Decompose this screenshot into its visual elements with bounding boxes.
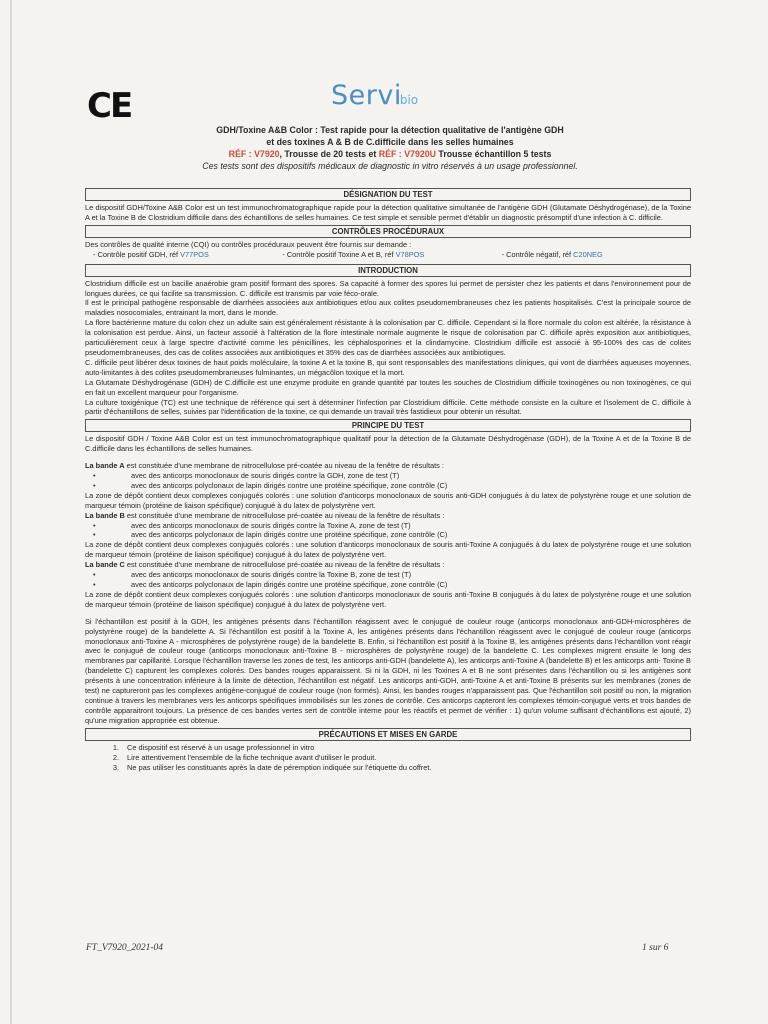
designation-text: Le dispositif GDH/Toxine A&B Color est un test immunochromatographique rapide pour la détection qualitative simultanée de l'antigène GDH (Glutamate Déshydrogénase), de la Toxine A et la Toxine B de Clostridium difficile dans des échantillons de selles humaines. Ce test simple et sensible permet d'établir un diagnostic présomptif d'une infection à C. difficile. xyxy=(85,203,691,222)
band-a-heading: La bande A est constituée d'une membrane de nitrocellulose pré-coatée au niveau de la fenêtre de résultats : xyxy=(85,461,444,471)
band-b-list xyxy=(85,521,691,541)
list-item: 2. Lire attentivement l'ensemble de la fiche technique avant d'utiliser le produit. xyxy=(112,752,377,762)
intro-paragraph: La flore bactérienne mature du colon chez un adulte sain est généralement résistante à la colonisation par C. difficile. Cependant si la flore normale du colon est altérée, la résistance à la colonisation est perdue. Ainsi, un facteur associé à l'altération de la flore intestinale normale augmente le risque de colonisation par C. difficile après exposition aux antibiotiques, particulièrement ceux à large spectre d'activité comme les pénicillines, les céphalosporines et la clindamycine. Clostridium difficile est associé à 95-100% des cas de colites pseudomembraneuses, des cas de colites associées aux antibiotiques et 35% des cas de diarrhées associées aux antibiotiques. xyxy=(85,318,691,357)
band-b-heading: La bande B est constituée d'une membrane de nitrocellulose pré-coatée au niveau de la fenêtre de résultats : xyxy=(85,510,445,520)
list-item: 1. Ce dispositif est réservé à un usage professionnel in vitro xyxy=(112,742,315,752)
principe-result: Si l'échantillon est positif à la GDH, les antigènes présents dans l'échantillon réagissent avec le conjugué de couleur rouge (anticorps monoclonaux anti-GDH-microsphères de polystyrène rouge) de la bandelette A. Si l'échantillon est positif à la Toxine A, les antigènes présents dans l'échantillon réagissent avec le conjugué de couleur rouge (anticorps monoclonaux anti-Toxine A - microsphères de polystyrène rouge) de la bandelette B. Enfin, si l'échantillon est positif à la Toxine B, les antigènes présents dans l'échantillon vont réagir avec le conjugué de couleur rouge (anticorps monoclonaux anti-Toxine B - microsphères de polystyrène rouge) de la bandelette C. Les complexes migrent ensuite le long des membranes par capillarité. Lorsque l'échantillon traverse les zones de test, les anticorps anti-GDH (bandelette A), les anticorps anti-Toxine A (bandelette B) et les anticorps anti- Toxine B (bandelette C) capturent les complexes colorés. Des bandes rouges apparaissent. Si ni la GDH, ni les Toxines A et B ne sont présentes dans l'échantillon ou si les antigènes sont présents à une concentration inférieure à la limite de détection, l'échantillon est négatif. Les anticorps anti-GDH, anti-Toxine A et anti-Toxine B présents sur les membranes (zones de test) ne captureront pas les complexes antigène-conjugué de couleur rouge (non formés). Ainsi, les bandes rouges n'apparaissent pas. Que l'échantillon soit positif ou non, la migration continue à travers les membranes vers les anticorps spécifiques immobilisés sur les zones de contrôle. Ces anticorps capteront les complexes témoin-conjugué verts et trois bandes de contrôle apparaitront toujours. La présence de ces bandes vertes sert de contrôle interne pour les réactifs et permet de vérifier : 1) qu'un volume suffisant d'échantillons est ajouté, 2) qu'une migration appropriée est obtenue. xyxy=(85,616,691,725)
page-number: 1 sur 6 xyxy=(642,943,669,953)
intro-paragraph: La Glutamate Déshydrogénase (GDH) de C.difficile est une enzyme produite en grande quantité par toutes les souches de Clostridium difficile toxinogènes ou non toxinogènes, ce qui en fait un excellent marqueur pour l'organisme. xyxy=(85,377,691,397)
ref-code-1: V7920 xyxy=(254,149,280,159)
document-body xyxy=(85,186,691,772)
document-header xyxy=(90,124,690,172)
band-c-deposit: La zone de dépôt contient deux complexes conjugués colorés : une solution d'anticorps monoclonaux de souris anti-Toxine B conjugués à du latex de polystyrène rouge et une solution de marqueur témoin (protéine de liaison spécifique) conjugué à du latex de polystyrène vert. xyxy=(85,589,691,609)
control-item: - Contrôle négatif, réf C20NEG xyxy=(501,249,603,259)
band-b-deposit: La zone de dépôt contient deux complexes conjugués colorés : une solution d'anticorps monoclonaux de souris anti-Toxine A conjugués à du latex de polystyrène rouge et une solution de marqueur témoin (protéine de liaison spécifique) conjugué à du latex de polystyrène vert. xyxy=(85,540,691,560)
control-item: - Contrôle positif GDH, réf V77POS xyxy=(93,249,209,259)
title-line-2: et des toxines A & B de C.difficile dans les selles humaines xyxy=(266,137,514,147)
ref-mid: , Trousse de 20 tests et xyxy=(279,149,379,159)
list-item: • avec des anticorps monoclonaux de souris dirigés contre la Toxine A, zone de test (T) xyxy=(105,521,691,531)
ref-label-2: RÉF : xyxy=(378,149,405,159)
section-title-precautions: PRÉCAUTIONS ET MISES EN GARDE xyxy=(85,728,691,741)
scan-edge xyxy=(10,0,12,1024)
ref-code-2: V7920U xyxy=(404,149,436,159)
controles-list xyxy=(85,250,691,260)
document-reference: FT_V7920_2021-04 xyxy=(86,943,164,953)
band-a-list xyxy=(85,471,691,491)
usage-note: Ces tests sont des dispositifs médicaux de diagnostic in vitro réservés à un usage professionnel. xyxy=(202,161,578,171)
title-line-1: GDH/Toxine A&B Color : Test rapide pour la détection qualitative de l'antigène GDH xyxy=(216,125,564,135)
principe-intro: Le dispositif GDH / Toxine A&B Color est un test immunochromatographique qualitatif pour la détection de la Glutamate Déshydrogénase (GDH), de la Toxine A et de la Toxine B de C.difficile dans les échantillons de selles humaines. xyxy=(85,434,691,454)
list-item: • avec des anticorps monoclonaux de souris dirigés contre la GDH, zone de test (T) xyxy=(105,471,691,481)
ce-mark: CE xyxy=(87,86,132,126)
intro-paragraph: Clostridium difficile est un bacille anaérobie gram positif formant des spores. Sa capacité à former des spores lui permet de persister chez les patients et dans l'environnement pour de longues durées, ce qui facilite sa transmission. C. difficile est transmis par voie féco-orale. xyxy=(85,278,691,298)
section-title-designation: DÉSIGNATION DU TEST xyxy=(85,188,691,201)
intro-paragraph: Il est le principal pathogène responsable de diarrhées associées aux antibiotiques et/ou aux colites pseudomembraneuses chez les patients hospitalisés. C'est la principale source de maladies nosocomiales, entrainant la mort, dans le monde. xyxy=(85,298,691,318)
list-item: • avec des anticorps polyclonaux de lapin dirigés contre une protéine spécifique, zone contrôle (C) xyxy=(105,580,691,590)
section-title-controles: CONTRÔLES PROCÉDURAUX xyxy=(85,225,691,238)
control-item: - Contrôle positif Toxine A et B, réf V78POS xyxy=(282,249,425,259)
intro-paragraph: La culture toxigénique (TC) est une technique de référence qui sert à déterminer l'infection par Clostridium difficile. Cette méthode consiste en la culture et l'isolement de C. difficile à partir d'échantillons de selles, suivies par l'identification de la toxine, ce qui demande un travail très fastidieux pour obtenir un résultat. xyxy=(85,397,691,417)
servibio-logo xyxy=(331,80,418,111)
reference-line xyxy=(90,148,690,160)
list-item: • avec des anticorps polyclonaux de lapin dirigés contre une protéine spécifique, zone contrôle (C) xyxy=(105,530,691,540)
intro-paragraph: C. difficile peut libérer deux toxines de haut poids moléculaire, la toxine A et la toxine B, qui sont responsables des manifestations cliniques, qui vont de diarrhées aqueuses moyennes, auto-limitantes à des colites pseudomembraneuses fulminantes, un mégacôlon toxique et la mort. xyxy=(85,357,691,377)
band-c-list xyxy=(85,570,691,590)
section-title-principe: PRINCIPE DU TEST xyxy=(85,419,691,432)
ref-label-1: RÉF : xyxy=(228,149,255,159)
list-item: 3. Ne pas utiliser les constituants après la date de péremption indiquée sur l'étiquette du coffret. xyxy=(112,762,432,772)
precautions-list xyxy=(85,743,691,773)
logo-suffix: bio xyxy=(399,93,419,107)
list-item: • avec des anticorps polyclonaux de lapin dirigés contre une protéine spécifique, zone contrôle (C) xyxy=(105,481,691,491)
controles-intro: Des contrôles de qualité interne (CQI) ou contrôles procéduraux peuvent être fournis sur demande : xyxy=(85,239,412,249)
list-item: • avec des anticorps monoclonaux de souris dirigés contre la Toxine B, zone de test (T) xyxy=(105,570,691,580)
band-a-deposit: La zone de dépôt contient deux complexes conjugués colorés : une solution d'anticorps monoclonaux de souris anti-GDH conjugués à du latex de polystyrène rouge et une solution de marqueur témoin (protéine de liaison spécifique) conjugué à du latex de polystyrène vert. xyxy=(85,490,691,510)
logo-brand: Servi xyxy=(331,80,402,111)
section-title-introduction: INTRODUCTION xyxy=(85,264,691,277)
band-c-heading: La bande C est constituée d'une membrane de nitrocellulose pré-coatée au niveau de la fenêtre de résultats : xyxy=(85,560,445,570)
ref-end: Trousse échantillon 5 tests xyxy=(435,149,552,159)
